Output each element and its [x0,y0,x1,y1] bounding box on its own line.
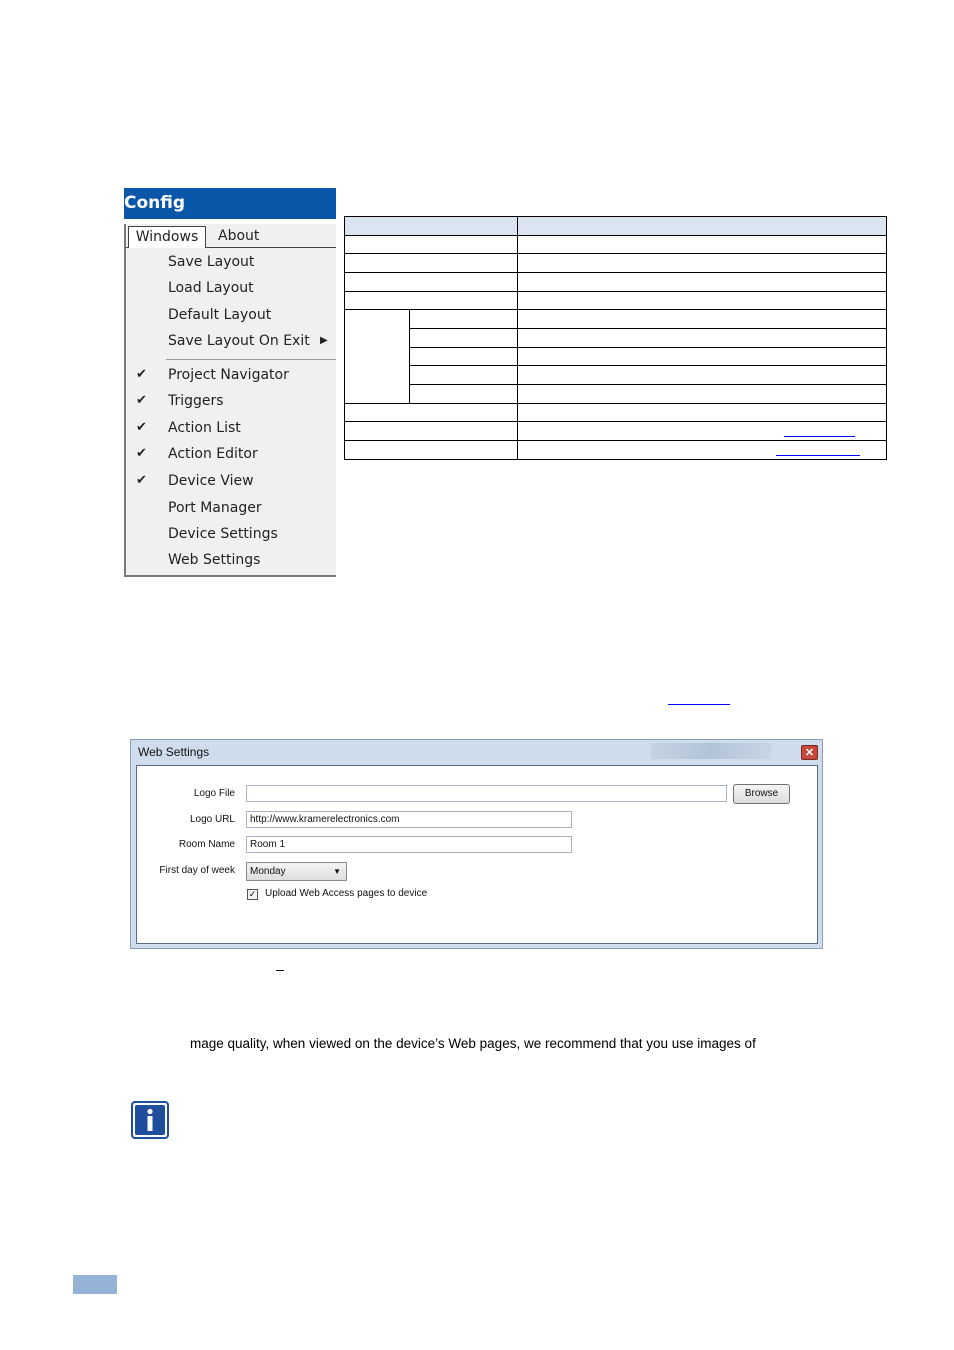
page-number-tab [73,1275,117,1294]
table-rule [344,253,887,254]
menu-item-label: Load Layout [168,280,254,296]
check-icon: ✔ [136,393,147,408]
room-name-input[interactable]: Room 1 [246,836,572,853]
table-rule [409,347,887,348]
table-rule [344,216,345,459]
menu-item-default-layout[interactable] [126,302,336,328]
check-icon: ✔ [136,446,147,461]
underscore-mark [276,970,284,971]
logo-url-input[interactable]: http://www.kramerelectronics.com [246,811,572,828]
table-rule [409,309,410,403]
table-rule [409,328,887,329]
table-rule [409,365,887,366]
menu-item-label: Device Settings [168,526,278,542]
check-icon: ✔ [136,420,147,435]
menu-item-label: Save Layout On Exit [168,333,310,349]
config-title: Config [124,188,336,219]
tab-about[interactable]: About [218,228,260,244]
menu-item-web-settings[interactable] [126,547,336,573]
info-icon [131,1101,169,1139]
check-icon: ✔ [136,367,147,382]
menu-item-label: Default Layout [168,307,272,323]
menu-item-label: Device View [168,473,254,489]
close-icon[interactable]: ✕ [801,745,818,760]
menu-item-load-layout[interactable] [126,275,336,301]
menu-item-label: Web Settings [168,552,261,568]
table-link-underline[interactable] [784,436,855,437]
table-rule [344,403,887,404]
dialog-body [136,765,818,944]
web-settings-dialog [130,739,823,949]
menu-item-label: Project Navigator [168,367,289,383]
menu-description-table [344,216,887,460]
logo-file-label: Logo File [193,788,235,799]
logo-url-label: Logo URL [189,814,235,825]
table-rule [344,216,887,217]
table-rule [344,291,887,292]
config-menu-panel [124,188,336,578]
menu-item-port-manager[interactable] [126,495,336,521]
body-paragraph: mage quality, when viewed on the device’s Web pages, we recommend that you use images of [190,1036,756,1051]
first-day-select[interactable] [246,862,347,881]
table-header-row [344,216,887,235]
table-rule [886,216,887,459]
menu-item-save-layout-on-exit[interactable] [126,328,336,354]
upload-checkbox-label: Upload Web Access pages to device [265,888,428,899]
chevron-down-icon: ▼ [333,867,341,876]
menu-tab-bar [126,224,336,248]
menu-item-project-navigator[interactable] [126,362,336,388]
upload-checkbox[interactable]: ✓ [248,889,257,899]
menu-item-label: Action List [168,420,241,436]
menu-item-action-list[interactable] [126,415,336,441]
check-icon: ✔ [136,473,147,488]
table-rule [344,421,887,422]
table-rule [344,459,887,460]
first-day-value: Monday [250,866,286,877]
table-rule [409,384,887,385]
dialog-title: Web Settings [138,745,210,759]
menu-item-label: Triggers [168,393,224,409]
menu-item-label: Save Layout [168,254,255,270]
tab-windows[interactable]: Windows [128,226,206,248]
browse-button[interactable]: Browse [733,784,790,804]
menu-item-device-settings[interactable] [126,521,336,547]
table-rule [517,216,518,459]
menu-item-triggers[interactable] [126,388,336,414]
table-link-underline[interactable] [776,455,860,456]
room-name-label: Room Name [178,839,235,850]
table-rule [344,309,887,310]
reference-link-underline[interactable] [668,704,730,705]
submenu-arrow-icon: ▶ [320,335,328,346]
menu-item-label: Action Editor [168,446,258,462]
menu-separator [166,359,336,360]
first-day-label: First day of week [159,865,235,876]
table-rule [344,440,887,441]
blurred-background [651,743,771,759]
menu-item-label: Port Manager [168,500,262,516]
windows-menu [124,224,336,577]
menu-item-device-view[interactable] [126,468,336,494]
logo-file-input[interactable] [246,785,727,802]
menu-item-save-layout[interactable] [126,249,336,275]
table-rule [344,272,887,273]
table-rule [344,235,887,236]
menu-item-action-editor[interactable] [126,441,336,467]
